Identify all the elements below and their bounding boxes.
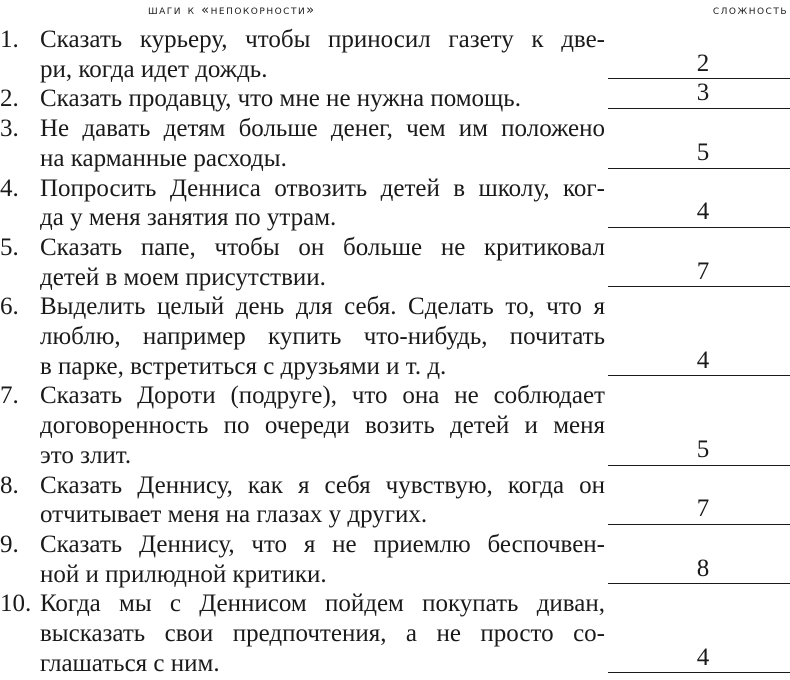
item-text	[40, 292, 605, 381]
item-text	[40, 114, 605, 173]
list-item	[0, 589, 790, 678]
difficulty-score: 2	[608, 49, 790, 80]
item-text-line: люблю, например купить что-нибудь, почитать	[40, 323, 605, 351]
item-number: 5.	[0, 233, 19, 261]
item-text-line: Сказать курьеру, чтобы приносил газету к две-	[40, 26, 605, 53]
item-number: 9.	[0, 530, 19, 558]
item-text	[40, 471, 605, 530]
item-number: 10.	[0, 590, 32, 618]
item-number: 6.	[0, 293, 19, 321]
item-text-line: Не давать детям больше денег, чем им положено	[40, 115, 605, 143]
item-text-line: Когда мы с Деннисом пойдем покупать диван,	[40, 590, 605, 618]
difficulty-score: 4	[608, 197, 790, 228]
difficulty-score: 4	[608, 346, 790, 377]
item-text-line: отчитывает меня на глазах у других.	[40, 501, 428, 529]
list-item	[0, 79, 790, 114]
item-text	[40, 174, 605, 233]
item-text	[40, 381, 605, 470]
list-item	[0, 174, 790, 233]
item-text	[40, 233, 605, 292]
item-text-line: в парке, встретиться с друзьями и т. д.	[40, 352, 447, 380]
item-number: 3.	[0, 115, 19, 143]
item-text	[40, 84, 605, 114]
table-header	[0, 0, 790, 26]
difficulty-score: 4	[608, 643, 790, 674]
list-item	[0, 25, 790, 84]
item-number: 2.	[0, 85, 19, 113]
steps-column-header: шаги к «непокорности»	[148, 3, 316, 18]
difficulty-score: 8	[608, 554, 790, 585]
item-text	[40, 530, 605, 589]
steps-list	[0, 25, 790, 678]
difficulty-column-header: сложность	[712, 3, 788, 18]
item-text-line: Сказать продавцу, что мне не нужна помощь.	[40, 85, 521, 113]
item-text-line: Выделить целый день для себя. Сделать то, что я	[40, 293, 605, 321]
difficulty-score: 7	[608, 494, 790, 525]
item-text-line: договоренность по очереди возить детей и меня	[40, 412, 605, 440]
item-text-line: детей в моем присутствии.	[40, 263, 326, 291]
difficulty-score: 3	[608, 78, 790, 109]
item-text-line: Попросить Денниса отвозить детей в школу, ког-	[40, 174, 605, 202]
item-text-line: ри, когда идет дождь.	[40, 55, 268, 83]
item-number: 7.	[0, 382, 19, 410]
item-text	[40, 25, 605, 84]
item-text-line: Сказать Дороти (подруге), что она не соблюдает	[40, 382, 605, 410]
list-item	[0, 471, 790, 530]
item-text-line: на карманные расходы.	[40, 144, 287, 172]
list-item	[0, 530, 790, 589]
item-text	[40, 589, 605, 678]
item-text-line: высказать свои предпочтения, а не просто со-	[40, 620, 605, 648]
item-text-line: Сказать Деннису, что я не приемлю беспочвен-	[40, 530, 605, 558]
item-number: 8.	[0, 471, 19, 499]
item-text-line: да у меня занятия по утрам.	[40, 204, 337, 232]
difficulty-score: 5	[608, 435, 790, 466]
item-text-line: это злит.	[40, 441, 132, 469]
item-text-line: Сказать Деннису, как я себя чувствую, когда он	[40, 471, 605, 499]
list-item	[0, 233, 790, 292]
item-text-line: глашаться с ним.	[40, 649, 220, 677]
item-text-line: Сказать папе, чтобы он больше не критиковал	[40, 233, 605, 261]
list-item	[0, 114, 790, 173]
difficulty-score: 5	[608, 138, 790, 169]
item-number: 4.	[0, 174, 19, 202]
list-item	[0, 381, 790, 470]
list-item	[0, 292, 790, 381]
item-number: 1.	[0, 26, 19, 53]
item-text-line: ной и прилюдной критики.	[40, 560, 327, 588]
difficulty-score: 7	[608, 257, 790, 288]
